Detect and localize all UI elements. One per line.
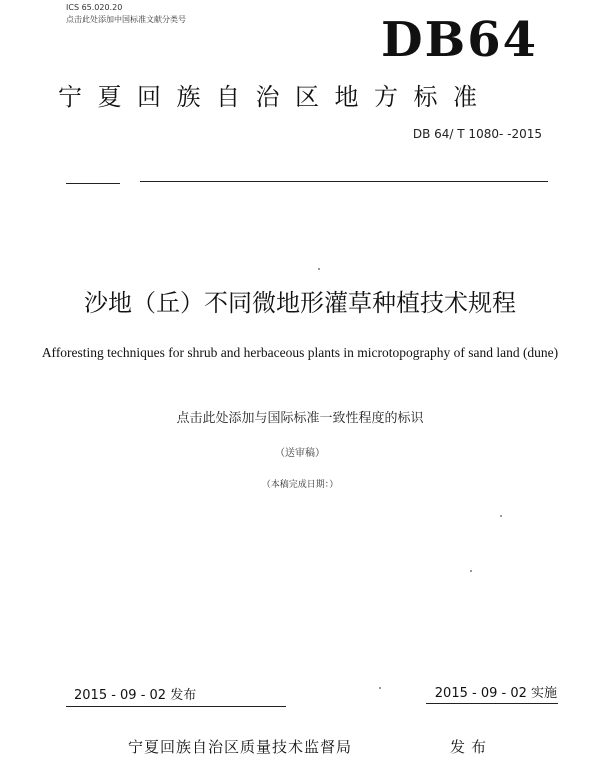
footer-divider-right xyxy=(426,703,558,704)
draft-status: （送审稿） xyxy=(275,448,325,459)
header-divider-short xyxy=(66,183,120,184)
scan-speck xyxy=(500,515,502,517)
scan-speck xyxy=(318,268,320,270)
standard-code-logo: DB64 xyxy=(381,12,538,68)
implementation-date: 2015 - 09 - 02 实施 xyxy=(434,686,557,701)
completion-date: （本稿完成日期：） xyxy=(261,480,339,490)
publish-label: 发布 xyxy=(450,738,493,756)
scan-speck xyxy=(379,687,381,689)
issue-date: 2015 - 09 - 02 发布 xyxy=(74,688,197,703)
document-title-english: Afforesting techniques for shrub and herbaceous plants in microtopography of sand land (dune) xyxy=(41,345,559,360)
header-divider-long xyxy=(140,181,548,182)
standard-type-heading: 宁夏回族自治区地方标准 xyxy=(58,83,493,111)
ics-code: ICS 65.020.20 xyxy=(66,3,123,12)
standard-number: DB 64/ T 1080- -2015 xyxy=(412,127,542,141)
consistency-placeholder[interactable]: 点击此处添加与国际标准一致性程度的标识 xyxy=(176,411,424,426)
document-title-chinese: 沙地（丘）不同微地形灌草种植技术规程 xyxy=(84,289,516,317)
scan-speck xyxy=(470,570,472,572)
footer-divider-left xyxy=(66,706,286,707)
classification-placeholder[interactable]: 点击此处添加中国标准文献分类号 xyxy=(66,15,186,24)
publisher-name: 宁夏回族自治区质量技术监督局 xyxy=(128,738,353,756)
